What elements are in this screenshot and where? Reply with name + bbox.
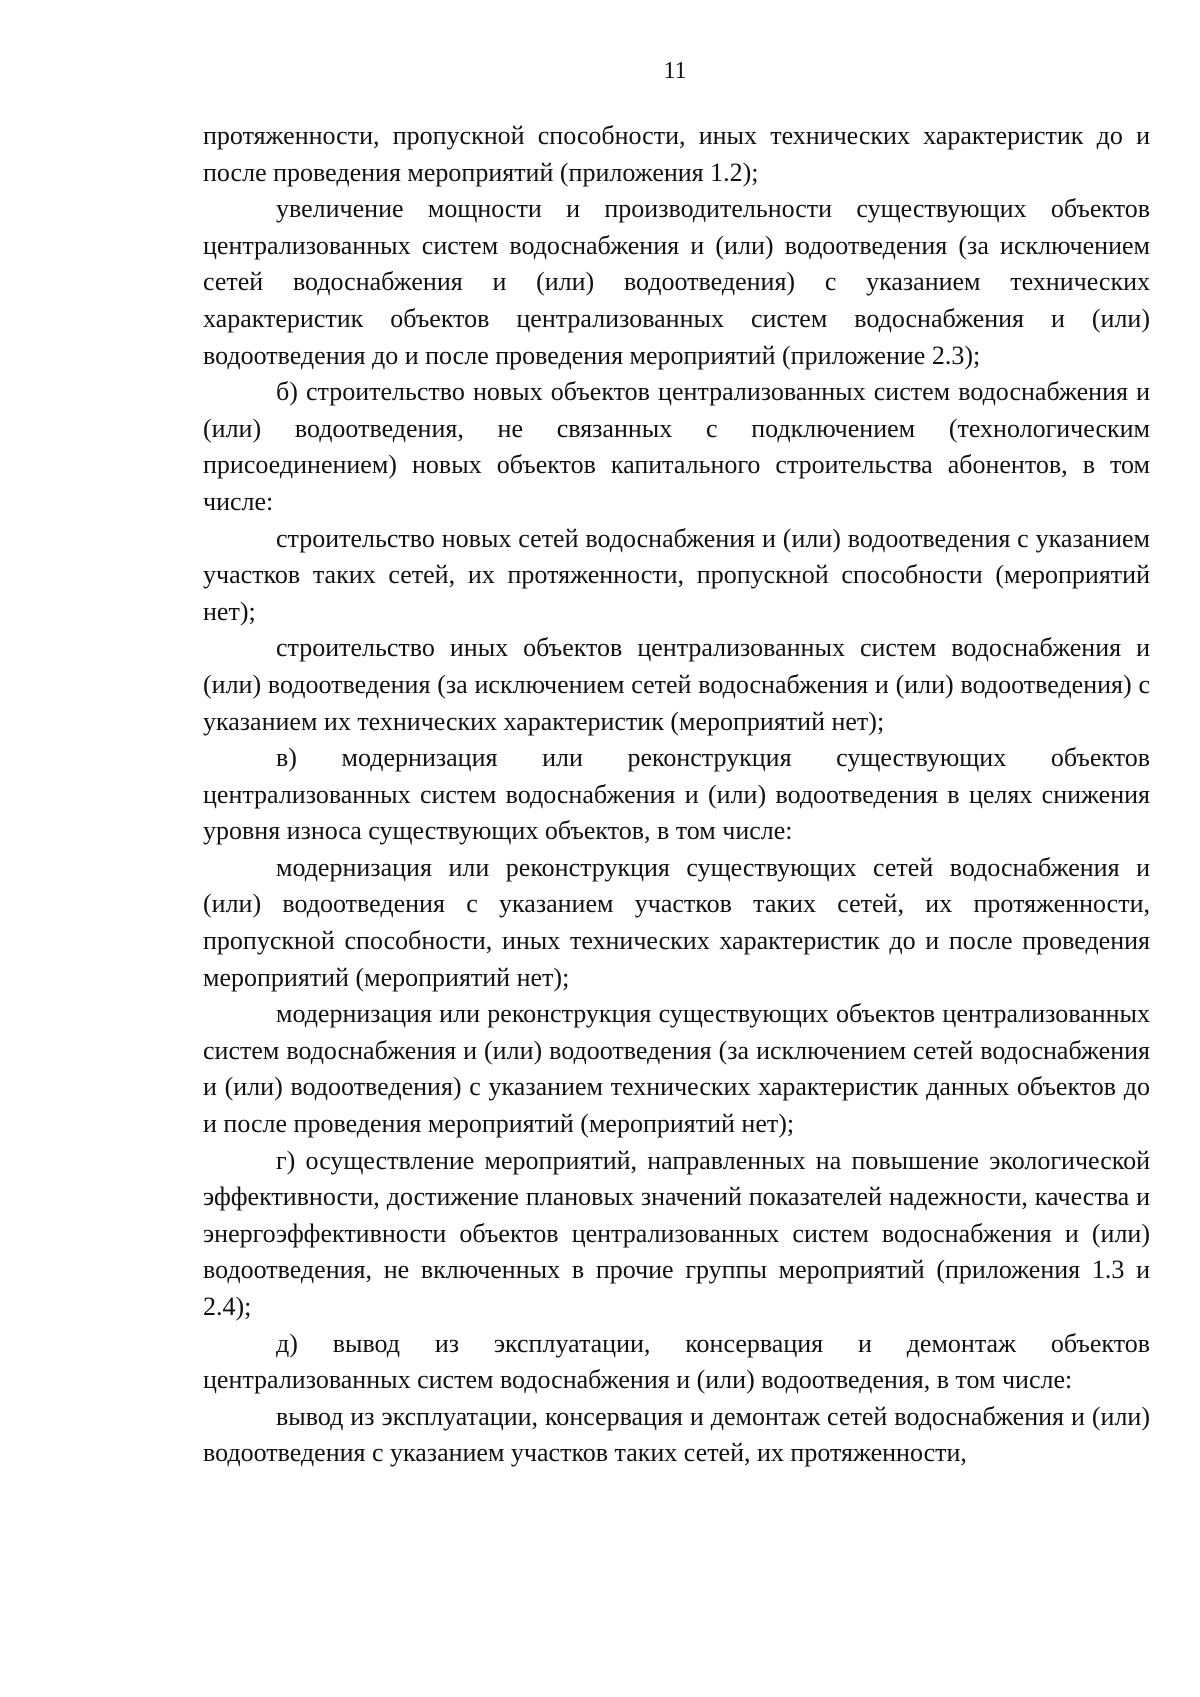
paragraph: д) вывод из эксплуатации, консервация и демонтаж объектов централизованных систем водоснабжения и (или) водоотведения, в том числе:	[203, 1328, 1150, 1395]
paragraph: б) строительство новых объектов централизованных систем водоснабжения и (или) водоотведения, не связанных с подключением (технологическим присоединением) новых объектов капитального строительства абонентов, в том числе:	[203, 377, 1150, 516]
paragraph: г) осуществление мероприятий, направленных на повышение экологической эффективности, достижение плановых значений показателей надежности, качества и энергоэффективности объектов централизованных систем водоснабжения и (или) водоотведения, не включенных в прочие группы мероприятий (приложения 1.3 и 2.4);	[203, 1145, 1150, 1321]
document-body	[203, 118, 1150, 1472]
paragraph: увеличение мощности и производительности существующих объектов централизованных систем водоснабжения и (или) водоотведения (за исключением сетей водоснабжения и (или) водоотведения) с указанием технических характеристик объектов централизованных систем водоснабжения и (или) водоотведения до и после проведения мероприятий (приложение 2.3);	[203, 194, 1150, 370]
page-number: 11	[663, 58, 687, 84]
paragraph: модернизация или реконструкция существующих объектов централизованных систем водоснабжения и (или) водоотведения (за исключением сетей водоснабжения и (или) водоотведения) с указанием технических характеристик данных объектов до и после проведения мероприятий (мероприятий нет);	[203, 999, 1150, 1139]
paragraph-continues: вывод из эксплуатации, консервация и демонтаж сетей водоснабжения и (или) водоотведения с указанием участков таких сетей, их протяженности,	[203, 1401, 1150, 1468]
paragraph: в) модернизация или реконструкция существующих объектов централизованных систем водоснабжения и (или) водоотведения в целях снижения уровня износа существующих объектов, в том числе:	[203, 743, 1150, 846]
paragraph-continuation: протяженности, пропускной способности, иных технических характеристик до и после проведения мероприятий (приложения 1.2);	[203, 121, 1150, 187]
paragraph: строительство иных объектов централизованных систем водоснабжения и (или) водоотведения (за исключением сетей водоснабжения и (или) водоотведения) с указанием их технических характеристик (мероприятий нет);	[203, 633, 1150, 736]
paragraph: строительство новых сетей водоснабжения и (или) водоотведения с указанием участков таких сетей, их протяженности, пропускной способности (мероприятий нет);	[203, 523, 1150, 626]
paragraph: модернизация или реконструкция существующих сетей водоснабжения и (или) водоотведения с указанием участков таких сетей, их протяженности, пропускной способности, иных технических характеристик до и после проведения мероприятий (мероприятий нет);	[203, 852, 1150, 992]
